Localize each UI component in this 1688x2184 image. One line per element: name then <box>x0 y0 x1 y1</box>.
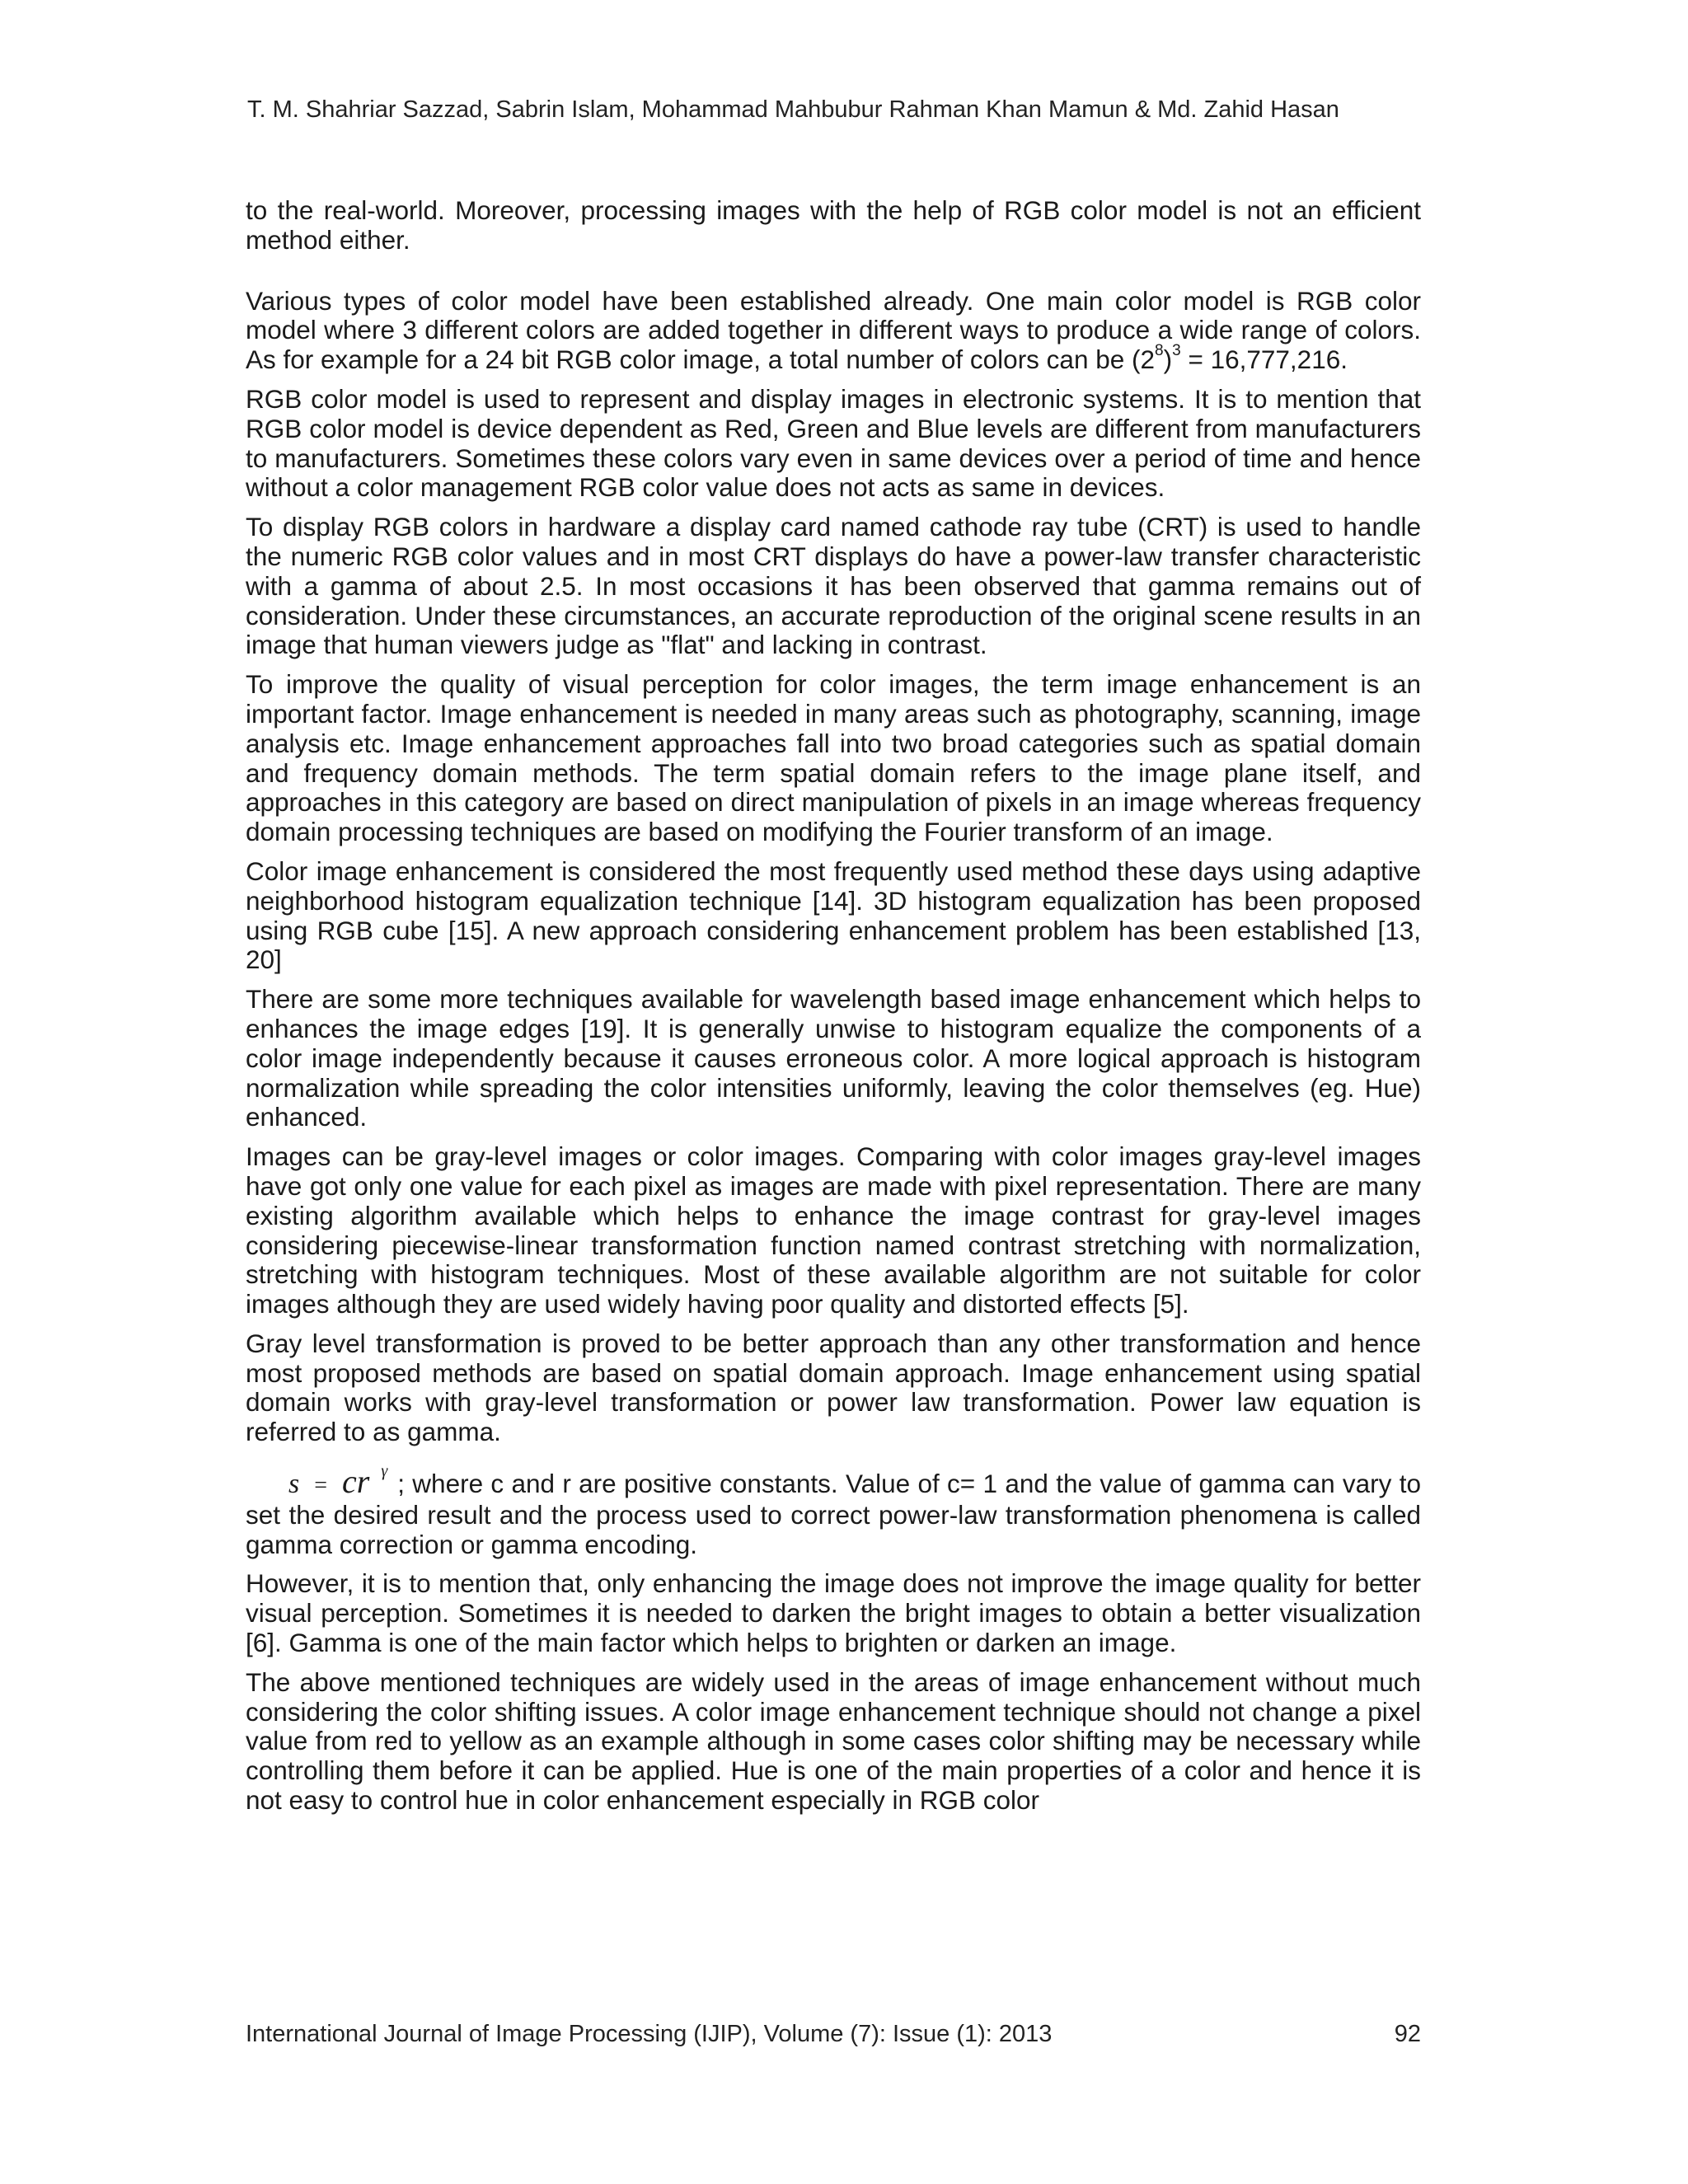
running-footer <box>246 2019 1421 2049</box>
paragraph-2-text: Various types of color model have been established already. One main color model is RGB color model where 3 different colors are added together in different ways to produce a wide range of colors. As for example for a 24 bit RGB color image, a total number of colors can be (2 <box>246 285 1421 375</box>
paragraph-4: To display RGB colors in hardware a display card named cathode ray tube (CRT) is used to handle the numeric RGB color values and in most CRT displays do have a power-law transfer characteristic with a gamma of about 2.5. In most occasions it has been observed that gamma remains out of consideration. Under these circumstances, an accurate reproduction of the original scene results in an image that human viewers judge as "flat" and lacking in contrast. <box>246 512 1421 660</box>
paragraph-6: Color image enhancement is considered the most frequently used method these days using adaptive neighborhood histogram equalization technique [14]. 3D histogram equalization has been proposed using RGB cube [15]. A new approach considering enhancement problem has been established [13, 20] <box>246 855 1421 975</box>
formula-equals: = <box>314 1473 328 1499</box>
body-text <box>246 196 1421 1825</box>
page-number: 92 <box>1394 2021 1421 2047</box>
paragraph-3: RGB color model is used to represent and display images in electronic systems. It is to mention that RGB color model is device dependent as Red, Green and Blue levels are different from manufacturers to manufacturers. Sometimes these colors vary even in same devices over a period of time and hence without a color management RGB color value does not acts as same in devices. <box>246 383 1421 503</box>
paragraph-1: to the real-world. Moreover, processing images with the help of RGB color model is not an efficient method either. <box>246 195 1421 255</box>
paragraph-11: However, it is to mention that, only enhancing the image does not improve the image quality for better visual perception. Sometimes it is needed to darken the bright images to obtain a better visualization [6]. Gamma is one of the main factor which helps to brighten or darken an image. <box>246 1568 1421 1658</box>
paragraph-gamma-formula <box>246 1457 1421 1559</box>
paragraph-5: To improve the quality of visual perception for color images, the term image enhancement is an important factor. Image enhancement is needed in many areas such as photography, scanning, image analysis etc. Image enhancement approaches fall into two broad categories such as spatial domain and frequency domain methods. The term spatial domain refers to the image plane itself, and approaches in this category are based on direct manipulation of pixels in an image whereas frequency domain processing techniques are based on modifying the Fourier transform of an image. <box>246 669 1421 847</box>
paragraph-9: Gray level transformation is proved to be better approach than any other transformation and hence most proposed methods are based on spatial domain approach. Image enhancement using spatial domain works with gray-level transformation or power law transformation. Power law equation is referred to as gamma. <box>246 1328 1421 1447</box>
paragraph-2 <box>246 287 1421 375</box>
gamma-formula <box>288 1457 387 1501</box>
paragraph-12: The above mentioned techniques are widely used in the areas of image enhancement without much considering the color shifting issues. A color image enhancement technique should not change a pixel value from red to yellow as an example although in some cases color shifting may be necessary while controlling them before it can be applied. Hue is one of the main properties of a color and hence it is not easy to control hue in color enhancement especially in RGB color <box>246 1666 1421 1816</box>
paragraph-7: There are some more techniques available for wavelength based image enhancement which helps to enhances the image edges [19]. It is generally unwise to histogram equalize the components of a color image independently because it causes erroneous color. A more logical approach is histogram normalization while spreading the color intensities uniformly, leaving the color themselves (eg. Hue) enhanced. <box>246 984 1421 1132</box>
paragraph-2-paren: ) <box>1163 344 1173 375</box>
exponent-3: 3 <box>1172 342 1181 360</box>
formula-rhs: cr <box>342 1463 370 1501</box>
exponent-8: 8 <box>1155 342 1164 360</box>
formula-lhs: s <box>288 1469 300 1500</box>
footer-journal: International Journal of Image Processing (IJIP), Volume (7): Issue (1): 2013 <box>246 2021 1053 2047</box>
formula-exponent: γ <box>381 1462 388 1481</box>
paragraph-2-end: = 16,777,216. <box>1180 344 1348 375</box>
paragraph-8: Images can be gray-level images or color images. Comparing with color images gray-level images have got only one value for each pixel as images are made with pixel representation. There are many existing algorithm available which helps to enhance the image contrast for gray-level images considering piecewise-linear transformation function named contrast stretching with normalization, stretching with histogram techniques. Most of these available algorithm are not suitable for color images although they are used widely having poor quality and distorted effects [5]. <box>246 1141 1421 1319</box>
paragraph-10-text: ; where c and r are positive constants. Value of c= 1 and the value of gamma can vary to set the desired result and the process used to correct power-law transformation phenomena is called gamma correction or gamma encoding. <box>246 1469 1421 1559</box>
running-header-authors: T. M. Shahriar Sazzad, Sabrin Islam, Mohammad Mahbubur Rahman Khan Mamun & Md. Zahid Hasan <box>247 96 1339 123</box>
